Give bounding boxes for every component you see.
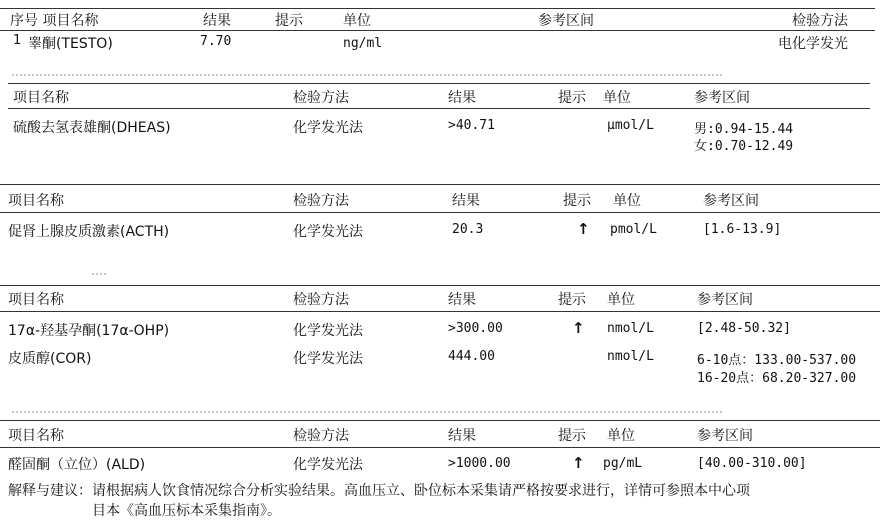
s1-row-name: 睾酮(TESTO) <box>28 36 113 52</box>
s4-header-range: 参考区间 <box>697 292 753 308</box>
s4-row1-range: [2.48-50.32] <box>697 321 791 336</box>
s3-row-result: 20.3 <box>452 222 484 237</box>
s4-row1-method: 化学发光法 <box>293 323 363 339</box>
s5-row-range: [40.00-310.00] <box>697 456 807 471</box>
s5-row-result: >1000.00 <box>448 456 511 471</box>
s5-row-unit: pg/mL <box>603 456 643 471</box>
s3-row-unit: pmol/L <box>610 222 657 237</box>
s2-header-result: 结果 <box>448 90 476 106</box>
s1-row-result: 7.70 <box>200 34 232 49</box>
s2-row-unit: μmol/L <box>607 118 654 133</box>
faint-dotted-separator-1 <box>12 74 722 76</box>
s4-row1-hint-up-arrow-icon: ↑ <box>572 319 585 337</box>
s3-header-range: 参考区间 <box>703 193 759 209</box>
s1-header-range: 参考区间 <box>538 13 594 29</box>
s1-header-unit: 单位 <box>343 13 371 29</box>
section3-header-rule <box>0 212 880 213</box>
s5-header-result: 结果 <box>448 428 476 444</box>
s4-row2-unit: nmol/L <box>607 349 654 364</box>
s1-header-seq-name: 序号 项目名称 <box>10 13 99 29</box>
s5-header-unit: 单位 <box>607 428 635 444</box>
faint-dotted-mark <box>92 273 106 275</box>
s2-row-result: >40.71 <box>448 118 495 133</box>
s2-header-method: 检验方法 <box>293 90 349 106</box>
s1-row-method: 电化学发光 <box>778 36 848 52</box>
s5-header-name: 项目名称 <box>8 428 64 444</box>
s4-row2-result: 444.00 <box>448 349 495 364</box>
s3-row-name: 促肾上腺皮质激素(ACTH) <box>8 224 170 240</box>
s1-header-method: 检验方法 <box>792 13 848 29</box>
s2-header-hint: 提示 <box>558 90 586 106</box>
s4-row1-result: >300.00 <box>448 321 503 336</box>
s2-row-method: 化学发光法 <box>293 120 363 136</box>
section5-header-rule <box>0 447 880 448</box>
s3-row-method: 化学发光法 <box>293 224 363 240</box>
s4-header-method: 检验方法 <box>293 292 349 308</box>
s5-header-method: 检验方法 <box>293 428 349 444</box>
s2-header-unit: 单位 <box>603 90 631 106</box>
s2-header-name: 项目名称 <box>13 90 69 106</box>
interpretation-note-line1: 解释与建议：请根据病人饮食情况综合分析实验结果。高血压立、卧位标本采集请严格按要求进行，详情可参照本中心项 <box>8 483 750 499</box>
s4-row2-method: 化学发光法 <box>293 351 363 367</box>
s4-header-hint: 提示 <box>558 292 586 308</box>
section3-top-rule <box>0 184 880 185</box>
s4-header-name: 项目名称 <box>8 292 64 308</box>
s3-row-hint-up-arrow-icon: ↑ <box>577 220 590 238</box>
s3-header-name: 项目名称 <box>8 193 64 209</box>
s1-header-result: 结果 <box>203 13 231 29</box>
s3-row-range: [1.6-13.9] <box>703 222 782 237</box>
s4-row2-name: 皮质醇(COR) <box>8 351 92 367</box>
section5-top-rule <box>0 420 880 421</box>
section2-top-rule <box>8 83 870 84</box>
s4-header-unit: 单位 <box>607 292 635 308</box>
section1-top-rule <box>0 8 875 9</box>
s1-header-hint: 提示 <box>275 13 303 29</box>
s3-header-result: 结果 <box>452 193 480 209</box>
section4-top-rule <box>0 285 880 286</box>
section1-header-rule <box>0 30 875 31</box>
s2-header-range: 参考区间 <box>694 90 750 106</box>
s2-row-range-female: 女:0.70-12.49 <box>694 139 794 154</box>
s1-row-unit: ng/ml <box>343 36 383 51</box>
s4-row2-range-afternoon: 16-20点：68.20-327.00 <box>697 371 857 386</box>
section2-header-rule <box>8 108 870 109</box>
s3-header-method: 检验方法 <box>293 193 349 209</box>
s1-row-seq: 1 <box>13 33 22 48</box>
s3-header-hint: 提示 <box>563 193 591 209</box>
s4-row1-unit: nmol/L <box>607 321 654 336</box>
s5-row-method: 化学发光法 <box>293 457 363 473</box>
s3-header-unit: 单位 <box>613 193 641 209</box>
s5-header-hint: 提示 <box>558 428 586 444</box>
interpretation-note-line2: 目本《高血压标本采集指南》。 <box>92 503 281 519</box>
s5-header-range: 参考区间 <box>697 428 753 444</box>
s4-row1-name: 17α-羟基孕酮(17α-OHP) <box>8 323 170 339</box>
s2-row-name: 硫酸去氢表雄酮(DHEAS) <box>13 120 171 136</box>
faint-dotted-separator-2 <box>12 411 722 413</box>
s4-row2-range-morning: 6-10点：133.00-537.00 <box>697 353 857 368</box>
s5-row-name: 醛固酮（立位）(ALD) <box>8 457 146 473</box>
s5-row-hint-up-arrow-icon: ↑ <box>572 454 585 472</box>
s2-row-range-male: 男:0.94-15.44 <box>694 122 794 137</box>
s4-header-result: 结果 <box>448 292 476 308</box>
section4-header-rule <box>0 311 880 312</box>
